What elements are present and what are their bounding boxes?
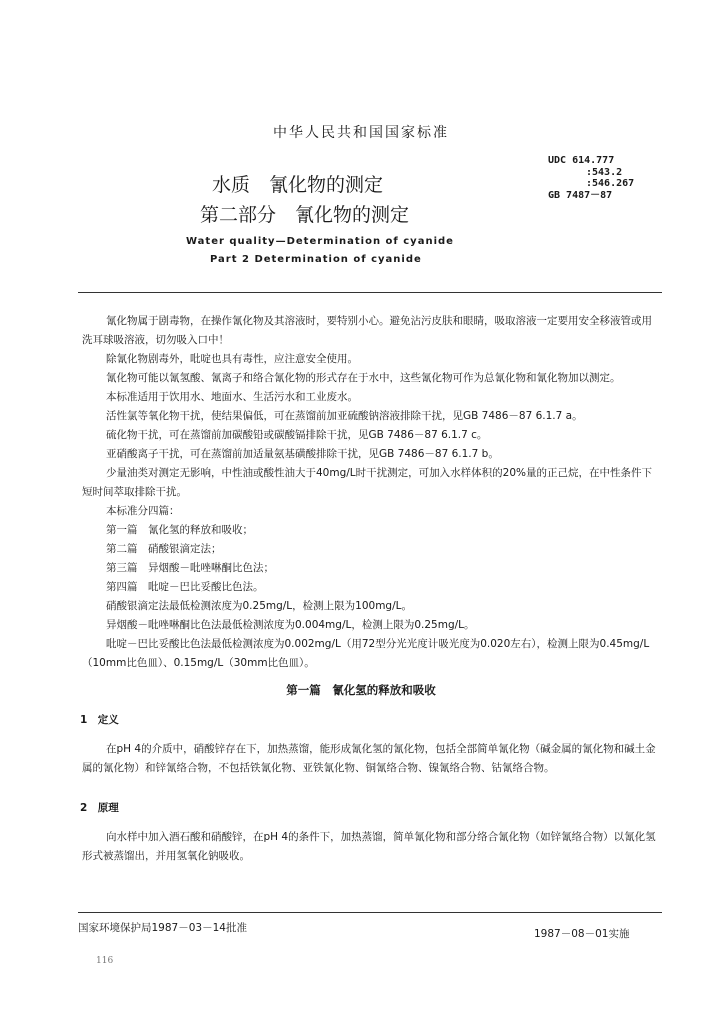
intro-paragraph: 氰化物属于剧毒物，在操作氰化物及其溶液时，要特别小心。避免沾污皮肤和眼睛，吸取溶液一定要用安全移液管或用洗耳球吸溶液，切勿吸入口中！ xyxy=(82,315,652,346)
intro-paragraph: 除氰化物剧毒外，吡啶也具有毒性，应注意安全使用。 xyxy=(106,353,358,365)
section-principle-text xyxy=(82,828,662,866)
intro-paragraph: 硫化物干扰，可在蒸馏前加碳酸铅或碳酸镉排除干扰，见GB 7486－87 6.1.7 c。 xyxy=(106,429,488,441)
section-heading-definition: 1 定义 xyxy=(80,714,119,726)
intro-paragraph: 活性氯等氧化物干扰，使结果偏低，可在蒸馏前加亚硫酸钠溶液排除干扰，见GB 7486－87 6.1.7 a。 xyxy=(106,410,583,422)
udc-line: :543.2 xyxy=(586,166,623,178)
principle-paragraph: 向水样中加入酒石酸和硝酸锌，在pH 4的条件下，加热蒸馏，简单氰化物和部分络合氰化物（如锌氰络合物）以氰化氢形式被蒸馏出，并用氢氧化钠吸收。 xyxy=(82,831,656,862)
top-divider xyxy=(78,292,662,293)
part-one-title: 第一篇 氰化氢的释放和吸收 xyxy=(286,683,436,697)
title-chinese-line2: 第二部分 氰化物的测定 xyxy=(200,204,410,226)
intro-paragraph: 异烟酸－吡唑啉酮比色法最低检测浓度为0.004mg/L，检测上限为0.25mg/L。 xyxy=(106,619,475,631)
intro-paragraph: 少量油类对测定无影响，中性油或酸性油大于40mg/L时干扰测定，可加入水样体积的20%量的正己烷，在中性条件下短时间萃取排除干扰。 xyxy=(82,467,652,498)
title-chinese-line1: 水质 氰化物的测定 xyxy=(212,174,384,196)
section-definition-text xyxy=(82,740,662,778)
part-list-item: 第二篇 硝酸银滴定法； xyxy=(106,543,222,555)
intro-paragraph: 亚硝酸离子干扰，可在蒸馏前加适量氨基磺酸排除干扰，见GB 7486－87 6.1.7 b。 xyxy=(106,448,499,460)
intro-block xyxy=(82,312,662,673)
intro-paragraph: 本标准分四篇： xyxy=(106,505,180,517)
definition-paragraph: 在pH 4的介质中，硝酸锌存在下，加热蒸馏，能形成氰化氢的氰化物，包括全部简单氰化物（碱金属的氰化物和碱土金属的氰化物）和锌氰络合物，不包括铁氰化物、亚铁氰化物、铜氰络合物、镍氰络合物、钴氰络合物。 xyxy=(82,743,656,774)
section-heading-principle: 2 原理 xyxy=(80,802,119,814)
udc-classification xyxy=(548,155,634,201)
title-english-line1: Water quality—Determination of cyanide xyxy=(186,236,454,247)
page-number: 116 xyxy=(96,956,114,966)
intro-paragraph: 吡啶－巴比妥酸比色法最低检测浓度为0.002mg/L（用72型分光光度计吸光度为0.020左右），检测上限为0.45mg/L（10mm比色皿）、0.15mg/L（30mm比色皿）。 xyxy=(82,638,650,669)
effective-date: 1987－08－01实施 xyxy=(534,928,630,940)
part-list-item: 第一篇 氰化氢的释放和吸收； xyxy=(106,524,253,536)
part-list-item: 第三篇 异烟酸－吡唑啉酮比色法； xyxy=(106,562,274,574)
udc-line: :546.267 xyxy=(586,178,635,189)
gb-number: GB 7487－87 xyxy=(548,189,613,201)
approval-line: 国家环境保护局1987－03－14批准 xyxy=(78,922,247,934)
intro-paragraph: 本标准适用于饮用水、地面水、生活污水和工业废水。 xyxy=(106,391,358,403)
title-english-line2: Part 2 Determination of cyanide xyxy=(210,254,422,265)
national-standard-heading: 中华人民共和国国家标准 xyxy=(273,125,449,141)
part-list-item: 第四篇 吡啶－巴比妥酸比色法。 xyxy=(106,581,264,593)
intro-paragraph: 硝酸银滴定法最低检测浓度为0.25mg/L，检测上限为100mg/L。 xyxy=(106,600,412,612)
bottom-divider xyxy=(78,912,662,913)
intro-paragraph: 氰化物可能以氰氢酸、氰离子和络合氰化物的形式存在于水中，这些氰化物可作为总氰化物和氰化物加以测定。 xyxy=(106,372,621,384)
udc-line: UDC 614.777 xyxy=(548,155,615,166)
